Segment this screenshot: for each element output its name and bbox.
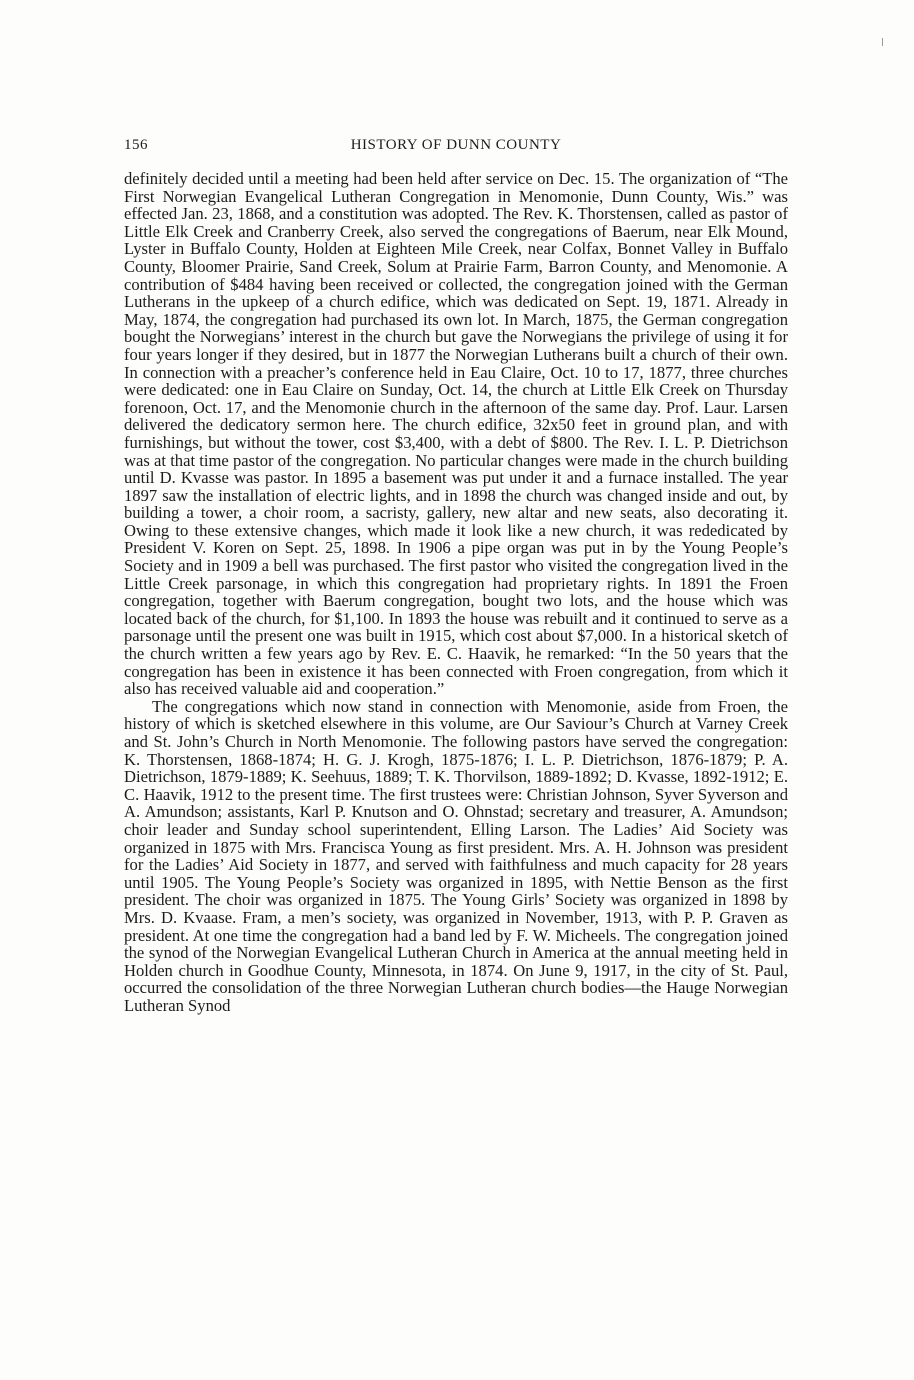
running-head: HISTORY OF DUNN COUNTY <box>350 137 562 153</box>
page-header <box>124 137 788 157</box>
body-text <box>124 170 788 1015</box>
page-number: 156 <box>124 137 148 153</box>
paragraph-continued: definitely decided until a meeting had been held after service on Dec. 15. The organization of “The First Norwegian Evangelical Lutheran Congregation in Menomonie, Dunn County, Wis.” was effected Jan. 23, 1868, and a constitution was adopted. The Rev. K. Thorstensen, called as pastor of Little Elk Creek and Cranberry Creek, also served the congregations of Baerum, near Elk Mound, Lyster in Buffalo County, Holden at Eighteen Mile Creek, near Colfax, Bonnet Valley in Buffalo County, Bloomer Prairie, Sand Creek, Solum at Prairie Farm, Barron County, and Menomonie. A contribution of $484 having been received or collected, the congregation joined with the German Lutherans in the upkeep of a church edifice, which was dedicated on Sept. 19, 1871. Already in May, 1874, the congregation had purchased its own lot. In March, 1875, the German congregation bought the Norwegians’ interest in the church but gave the Norwegians the privilege of using it for four years longer if they desired, but in 1877 the Norwegian Lutherans built a church of their own. In connection with a preacher’s conference held in Eau Claire, Oct. 10 to 17, 1877, three churches were dedicated: one in Eau Claire on Sunday, Oct. 14, the church at Little Elk Creek on Thursday forenoon, Oct. 17, and the Menomonie church in the afternoon of the same day. Prof. Laur. Larsen delivered the dedicatory sermon here. The church edifice, 32x50 feet in ground plan, and with furnishings, but without the tower, cost $3,400, with a debt of $800. The Rev. I. L. P. Dietrichson was at that time pastor of the congregation. No particular changes were made in the church building until D. Kvasse was pastor. In 1895 a basement was put under it and a furnace installed. The year 1897 saw the installation of electric lights, and in 1898 the church was changed inside and out, by building a tower, a choir room, a sacristy, gallery, new altar and new seats, also decorating it. Owing to these extensive changes, which made it look like a new church, it was rededicated by President V. Koren on Sept. 25, 1898. In 1906 a pipe organ was put in by the Young People’s Society and in 1909 a bell was purchased. The first pastor who visited the congregation lived in the Little Creek parsonage, in which this congregation had proprietary rights. In 1891 the Froen congregation, together with Baerum congregation, bought two lots, and the house which was located back of the church, for $1,100. In 1893 the house was rebuilt and it continued to serve as a parsonage until the present one was built in 1915, which cost about $7,000. In a historical sketch of the church written a few years ago by Rev. E. C. Haavik, he remarked: “In the 50 years that the congregation has been in existence it has been connected with Froen congregation, from which it also has received valuable aid and cooperation.” <box>124 169 788 699</box>
paragraph-congregations: The congregations which now stand in connection with Menomonie, aside from Froen, the history of which is sketched elsewhere in this volume, are Our Saviour’s Church at Varney Creek and St. John’s Church in North Menomonie. The following pastors have served the congregation: K. Thorstensen, 1868-1874; H. G. J. Krogh, 1875-1876; I. L. P. Dietrichson, 1876-1879; P. A. Dietrichson, 1879-1889; K. Seehuus, 1889; T. K. Thorvilson, 1889-1892; D. Kvasse, 1892-1912; E. C. Haavik, 1912 to the present time. The first trustees were: Christian Johnson, Syver Syverson and A. Amundson; assistants, Karl P. Knutson and O. Ohnstad; secretary and treasurer, A. Amundson; choir leader and Sunday school superintendent, Elling Larson. The Ladies’ Aid Society was organized in 1875 with Mrs. Francisca Young as first president. Mrs. A. H. Johnson was president for the Ladies’ Aid Society in 1877, and served with faithfulness and much capacity for 28 years until 1905. The Young People’s Society was organized in 1895, with Nettie Benson as the first president. The choir was organized in 1875. The Young Girls’ Society was organized in 1898 by Mrs. D. Kvaase. Fram, a men’s society, was organized in November, 1913, with P. P. Graven as president. At one time the congregation had a band led by F. W. Micheels. The congregation joined the synod of the Norwegian Evangelical Lutheran Church in America at the annual meeting held in Holden church in Goodhue County, Minnesota, in 1874. On June 9, 1917, in the city of St. Paul, occurred the consolidation of the three Norwegian Lutheran church bodies—the Hauge Norwegian Lutheran Synod <box>124 696 788 1015</box>
margin-mark <box>882 38 883 46</box>
